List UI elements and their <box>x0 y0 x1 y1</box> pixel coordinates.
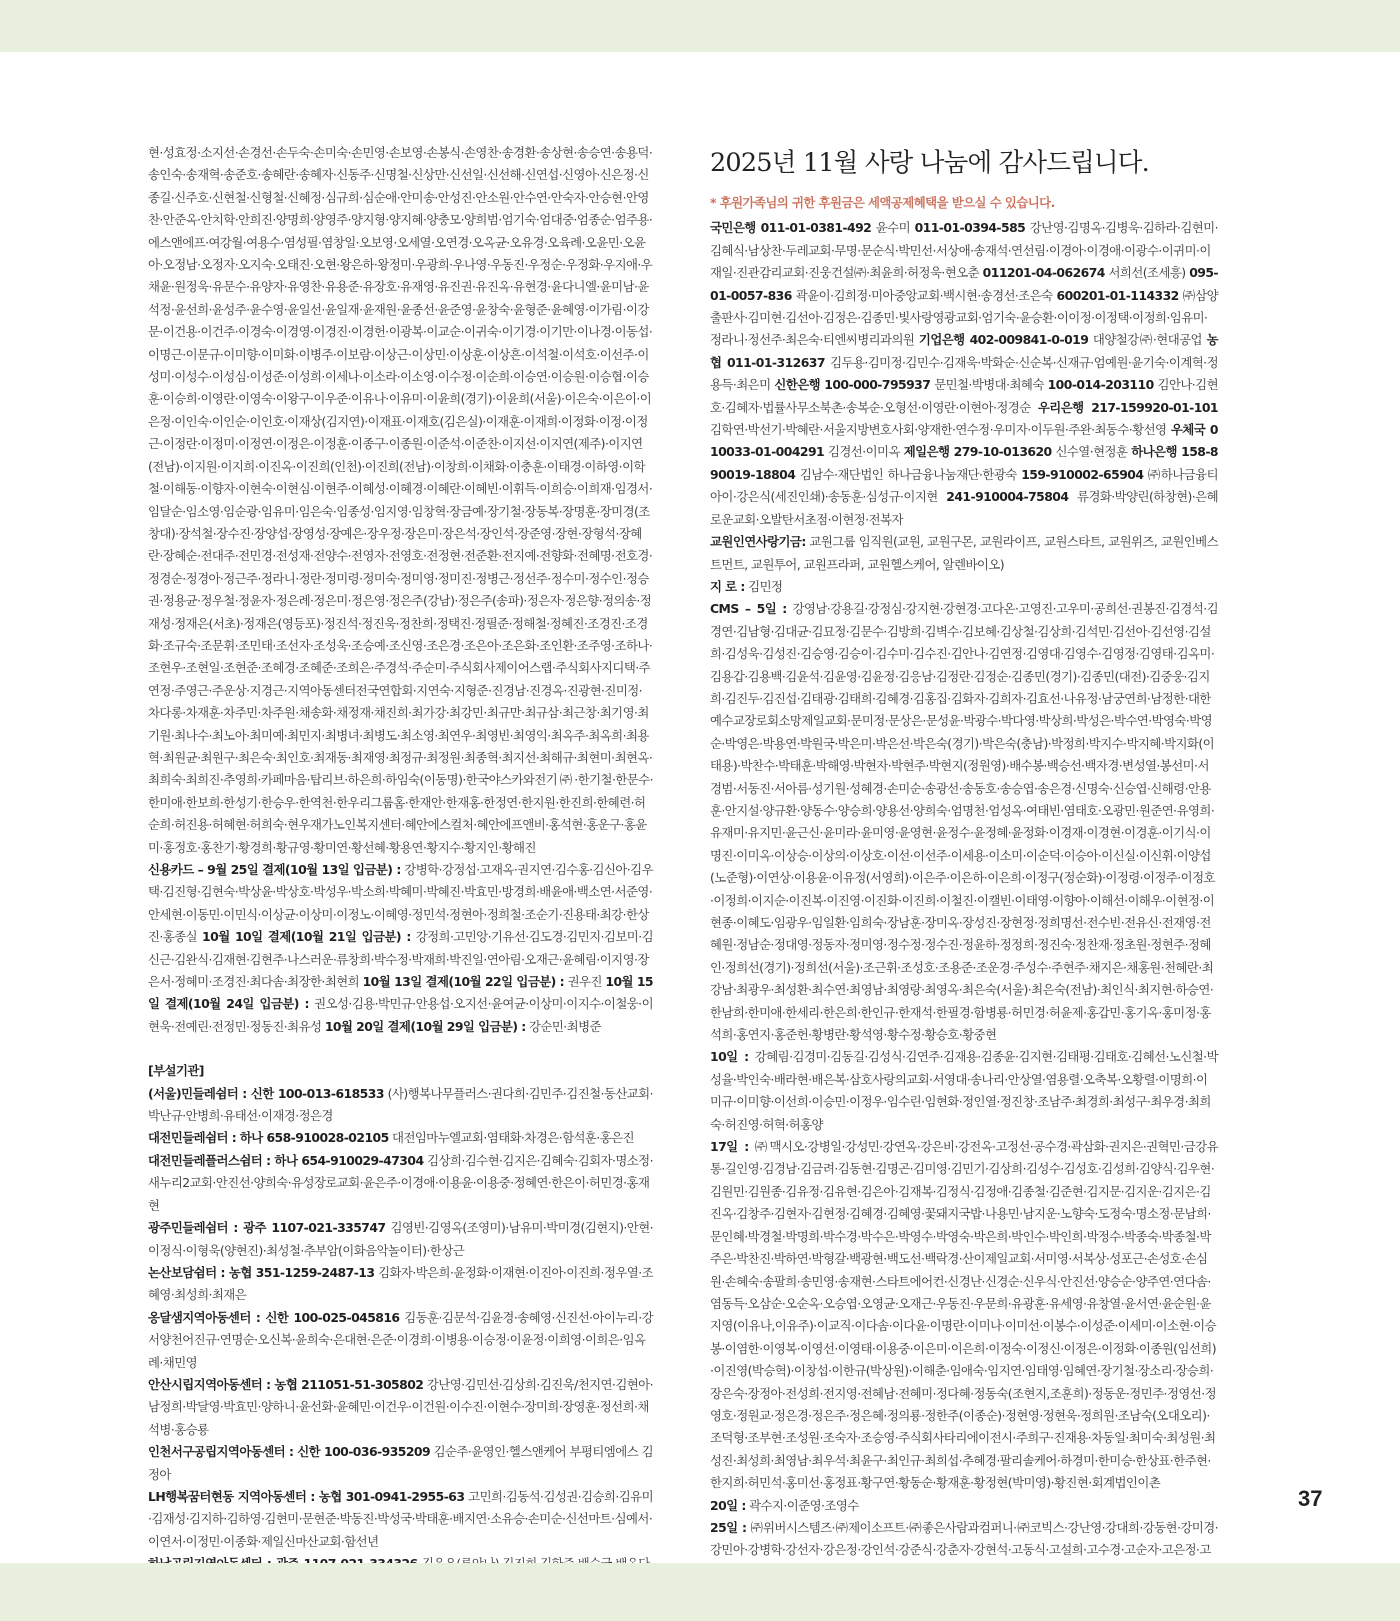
bank-account: 095-01-0057-836 <box>710 265 1218 303</box>
bank-donors: 강난영·김명옥·김병욱·김하라·김현미·김혜식·남상찬·두레교회·무명·문순식·박민선·서상애·송재석·연선림·이경아·이경애·이광수·이귀미·이재일·진관감리교회·진웅건설㈜·최윤희·허정욱·현오춘 <box>710 220 1218 281</box>
institution-entry <box>148 1127 653 1149</box>
card-label-3: 10월 13일 결제(10월 22일 입금분) : <box>362 974 565 990</box>
bank-donors: ㈜하나금융티아이·강은식(세진인쇄)·송동훈·심성규·이지현 <box>710 466 1219 505</box>
d20-label: 20일 : <box>710 1497 746 1513</box>
bank-account: 241-910004-75804 <box>946 489 1069 505</box>
institution-label: (서울)민들레쉼터 : 신한 100-013-618533 <box>148 1085 384 1101</box>
bottom-band <box>0 1563 1400 1621</box>
cms-5-donors: 강영남·강용길·강정심·강지현·강현경·고다온·고영진·고우미·공희선·권봉진·김경석·김경연·김남형·김대균·김묘정·김문수·김방희·김벽수·김보혜·김상철·김상희·김석민·김선아·김선영·김설희·김성욱·김성진·김승영·김승이·김수미·김수진·김안나·김연정·김영대·김영수·김영정·김영태·김옥미·김용갑·김용백·김윤석·김윤영·김윤정·김응남·김정란·김정순·김종민(경기)·김종민(대전)·김중웅·김지희·김진두·김진섭·김태광·김태희·김혜경·김홍집·김화자·김희자·김효선·나유정·남궁연희·남정한·대한예수교장로회소망제일교회·문미정·문상은·문성윤·박광수·박다영·박상희·박성은·박수연·박영숙·박영순·박영은·박용연·박원국·박은미·박은선·박은숙(경기)·박은숙(충남)·박정희·박지수·박지혜·박지화(이태용)·박찬수·박태훈·박해영·박현자·박현주·박현지(정원영)·배수봉·백승선·백자경·변성열·봉선미·서경범·서동진·서아름·성기원·성혜경·손미순·송광선·송동호·송승엽·송은경·신명숙·신승엽·신해령·안용훈·안지설·양규환·양동수·양승희·양용선·양희숙·엄명천·엄성옥·여태빈·염태호·오광민·원준연·유영희·유재미·유지민·윤근신·윤미라·윤미영·윤영현·윤정수·윤정혜·윤정화·이경재·이경현·이경훈·이기식·이명진·이미옥·이상승·이상의·이상호·이선·이선주·이세용·이소미·이순덕·이승아·이신실·이신휘·이양섭(노준형)·이연상·이용윤·이유정(서영희)·이은주·이은하·이은희·이정구(정순화)·이정령·이정주·이정호·이정희·이지순·이진복·이진영·이진화·이진희·이철진·이캘빈·이태영·이향아·이해선·이해우·이현정·이현종·이혜도·임광우·임일환·임희숙·장남훈·장미옥·장성진·장현정·정희명선·전수빈·전유신·전재영·전혜원·정남순·정대영·정동자·정미영·정수정·정수진·정윤하·정정희·정진숙·정찬재·정초원·정현주·정혜인·정희선(경기)·정희선(서울)·조근휘·조성호·조용준·조운경·주성수·주현주·채지은·채홍원·천혜란·최강남·최광우·최성환·최수연·최영남·최영랑·최영옥·최은숙(서울)·최은숙(전남)·최인식·최지현·하승연·한남희·한미애·한세리·한은희·한인규·한재석·한필경·함병룡·허민경·허윤제·홍갑민·홍기옥·홍미정·홍석희·홍연지·홍준헌·황병란·황석영·황수정·황승호·황중현 <box>710 601 1219 1043</box>
bank-account: 011-01-0394-585 <box>914 220 1026 236</box>
d20-donors: 곽수지·이준영·조영수 <box>745 1497 859 1513</box>
cms-label: CMS – 5일 : <box>710 601 787 617</box>
bank-account: 하나은행 158-890019-18804 <box>710 444 1218 482</box>
card-label: 신용카드 – 9월 25일 결제(10월 13일 입금분) : <box>148 862 401 877</box>
bank-account: 기업은행 402-009841-0-019 <box>918 332 1089 348</box>
institution-donors: 대전임마누엘교회·염태화·차경은·함석훈·홍은진 <box>392 1130 634 1146</box>
card-donors-2: 강정희·고민앙·기유선·김도경·김민지·김보미·김신근·김완식·김재현·김현주·나스러운·류창희·박수정·박재희·박진일·연아림·오재근·윤혜림·이지영·장은서·정혜미·조경진·최다솜·최장한·최현희 <box>148 929 654 990</box>
institution-donors: 김화자·박은희·윤정화·이재현·이진아·이진희·정우열·조혜영·최성희·최재은 <box>148 1264 654 1303</box>
card-label-2: 10월 10일 결제(10월 21일 입금분) : <box>202 929 411 945</box>
institution-entry <box>148 1374 653 1441</box>
bank-account: 011201-04-062674 <box>982 265 1105 281</box>
card-label-4: 10월 15일 결제(10월 24일 입금분) : <box>148 974 654 1012</box>
institution-donors: 김상희·김수현·김지은·김혜숙·김회자·명소정·새누리2교회·안진선·양희숙·유성장로교회·윤은주·이경애·이용윤·이용중·정혜연·한은이·허민경·홍재현 <box>148 1152 653 1213</box>
cms-17 <box>710 1136 1218 1495</box>
institution-label: 옹달샘지역아동센터 : 신한 100-025-045816 <box>148 1309 400 1325</box>
institution-entry <box>148 1217 653 1262</box>
bank-donors: 김안나·김현호·김혜자·법률사무소북촌·송복순·오형선·이영란·이현아·정경순 <box>710 377 1219 415</box>
d10-label: 10일 : <box>710 1049 749 1065</box>
page-title: 2025년 11월 사랑 나눔에 감사드립니다. <box>710 148 1149 178</box>
giro <box>710 576 1218 598</box>
tax-notice: * 후원가족님의 귀한 후원금은 세액공제혜택을 받으실 수 있습니다. <box>710 195 1055 210</box>
bank-account: 국민은행 011-01-0381-492 <box>710 220 872 236</box>
bank-donors: 서희선(조세흥) <box>1104 265 1190 281</box>
institution-label: 안산시립지역아동센터 : 농협 211051-51-305802 <box>148 1376 424 1392</box>
d17-label: 17일 : <box>710 1139 749 1155</box>
credit-card-section <box>148 859 653 1038</box>
bank-donors: 김경선·이미옥 <box>824 444 904 460</box>
partner-label: 교원인연사랑기금: <box>710 534 806 550</box>
institution-donors: 김순주·윤영인·헬스앤케어 부평티엠에스 김정아 <box>148 1444 654 1482</box>
d10-donors: 강혜림·김경미·김동길·김성식·김연주·김재용·김종윤·김지현·김태평·김태호·김혜선·노신철·박성율·박인숙·배라현·배은복·삼호사랑의교회·서영대·송나리·안상열·염용렬·오축복·오황렬·이명희·이미규·이미향·이선희·이승민·이정우·임수린·임현화·정인열·정진창·조남주·최경희·최성구·최우경·최희숙·허진영·허혁·허홍양 <box>710 1049 1218 1132</box>
bank-account: 농협 011-01-312637 <box>710 332 1218 370</box>
institution-donors: 김영빈·김영옥(조영미)·남유미·박미경(김현지)·안현·이정식·이형욱(양현진)·최성철·추부암(이화음악놀이터)·한상근 <box>148 1220 653 1258</box>
card-donors-5: 강순민·최병준 <box>529 1018 601 1034</box>
section-heading-label: [부설기관] <box>148 1063 204 1079</box>
left-column <box>148 142 653 1598</box>
bank-donors: 문민철·박병대·최혜숙 <box>930 377 1048 393</box>
bank-donors <box>710 217 1218 531</box>
bank-donors: 곽윤이·김희정·미아중앙교회·백시현·송경선·조은숙 <box>791 287 1057 303</box>
bank-account: 제일은행 279-10-013620 <box>903 444 1052 460</box>
institution-label: LH행복꿈터현동 지역아동센터 : 농협 301-0941-2955-63 <box>148 1488 465 1504</box>
bank-account: 우체국 010033-01-004291 <box>710 422 1219 460</box>
d17-donors: ㈜맥시오·강병일·강성민·강연옥·강은비·강전옥·고정선·공수경·곽삼화·권지은·권혁민·금강유통·길인영·김경남·김금려·김동현·김명곤·김미영·김민기·김상희·김성수·김성호·김성희·김양식·김우현·김원민·김원종·김유정·김유현·김은아·김재복·김정식·김정애·김종철·김준현·김지문·김지운·김지은·김진옥·김창주·김현자·김현정·김혜경·김혜영·꽃돼지국밥·나용민·남지운·노향숙·도정숙·명소정·문남희·문인혜·박경철·박명희·박수경·박수은·박영수·박영숙·박은희·박인수·박인희·박정수·박종숙·박종철·박주은·박찬진·박하연·박형갈·백광현·백도선·백락경·산이제일교회·서미영·서복상·성포근·손성호·손심원·손혜숙·송팔희·송민영·송재현·스타트에어컨·신경난·신경순·신우식·안진선·양승순·양주연·연다솜·염동득·오삼순·오순옥·오승엽·오영균·오재근·우동진·우문희·유광훈·유세영·유창열·윤서연·윤순원·윤지영(이유나,이유주)·이교직·이다솜·이다윤·이명란·이미나·이미선·이봉수·이성준·이세미·이소현·이승봉·이염한·이영복·이영선·이영태·이용중·이은미·이은희·이정숙·이정신·이정은·이정화·이종원(임선희)·이진영(박승혁)·이창섭·이한규(박상원)·이해춘·임애숙·임지연·임태영·임혜연·장기철·장소리·장승희·장은숙·장정아·전성희·전지영·전혜남·전혜미·정다혜·정동숙(조현지,조훈희)·정동운·정민주·정영선·정영호·정원교·정은경·정은주·정은혜·정의룡·정한주(이종순)·정현영·정현욱·정희원·조남숙(오대오리)·조덕형·조부현·조성원·조숙자·조승영·주식회사타리에이전시·주희구·진재용·차동일·최미숙·최성원·최성진·최성희·최영남·최우석·최윤구·최인규·최희섭·추혜경·팔리솔케어·하경미·한미승·한상표·한주현·한지희·허민석·홍미선·홍정표·황구연·황동순·황재훈·황정현(박미영)·황진현·회계법인이촌 <box>710 1139 1218 1491</box>
bank-account: 100-014-203110 <box>1047 377 1154 393</box>
card-donors: 강병학·강정섭·고재옥·권지연·김수홍·김신아·김우택·김진형·김현숙·박상윤·박상호·박성우·박소희·박혜미·박혜진·박효민·방경희·배윤애·백소연·서준영·안세현·이동민·이민식·이상균·이상미·이정노·이혜영·정민석·정현아·정희철·조순기·진용태·최강·한상진·홍종실 <box>148 862 654 945</box>
d25-label: 25일 : <box>710 1519 747 1535</box>
institution-list <box>148 1083 653 1598</box>
bank-donors: 신수열·현정훈 <box>1051 444 1132 460</box>
partner-fund <box>710 531 1218 576</box>
institution-entry <box>148 1307 653 1374</box>
d25-donors: ㈜위버시스템즈·㈜제이소프트·㈜좋은사람과컴퍼니·㈜코빅스·강난영·강대희·강동현·강미경·강민아·강병학·강선자·강은정·강인석·강준식·강춘자·강현석·고동식·고설희·고수경·고순자·고은정·고 <box>710 1519 1218 1558</box>
institution-label: 대전민들레쉼터 : 하나 658-910028-02105 <box>148 1130 389 1146</box>
section-heading <box>148 1060 653 1082</box>
bank-donors: 류경화·박양린(하창현)·은혜로운교회·오발탄서초점·이현정·전복자 <box>710 489 1218 527</box>
institution-entry <box>148 1486 653 1553</box>
institution-entry <box>148 1150 653 1217</box>
bank-account: 우리은행 217-159920-01-101 <box>1037 399 1218 415</box>
page-number: 37 <box>1298 1486 1323 1511</box>
partner-text: 교원그룹 임직원(교원, 교원구몬, 교원라이프, 교원스타트, 교원위즈, 교원인베스트먼트, 교원투어, 교원프라퍼, 교원헬스케어, 알렌바이오) <box>710 534 1218 572</box>
cms-10 <box>710 1046 1218 1136</box>
institution-entry <box>148 1083 653 1128</box>
bank-donors: ㈜삼양출판사·김미현·김선아·김정은·김종민·빛사랑영광교회·엄기숙·윤승환·이이정·이정택·이정희·임유미·정라니·정선주·최은숙·티엔씨병리과의원 <box>710 287 1218 348</box>
bank-account: 159-910002-65904 <box>1021 466 1144 482</box>
bank-donors: 김두용·김미정·김민수·김재욱·박화순·신순복·신재규·엄예원·윤기숙·이계혁·정용득·최은미 <box>710 354 1218 393</box>
card-donors-4: 권오성·김용·박민규·안용섭·오지선·윤여균·이상미·이지수·이철웅·이현욱·전예린·전정민·정동진·최유성 <box>148 996 653 1034</box>
institution-label: 논산보담쉼터 : 농협 351-1259-2487-13 <box>148 1264 375 1280</box>
giro-text: 김민정 <box>744 578 783 594</box>
institution-entry <box>148 1262 653 1307</box>
institution-donors: 고민희·김동석·김성권·김승희·김유미·김재성·김지하·김하영·김현미·문현준·박동진·박성국·박태훈·배지연·소유승·손미순·신선마트·심예서·이연서·이정민·이종화·제일신마산교회·함선년 <box>148 1488 654 1549</box>
institution-donors: 김동훈·김문석·김윤경·송혜영·신진선·아이누리·강서양천어진규·연명순·오신복·윤희숙·은대현·은준·이경희·이병용·이승정·이윤정·이희영·이희은·임옥례·채민영 <box>148 1309 653 1370</box>
cms-5 <box>710 598 1218 1046</box>
top-band <box>0 0 1400 52</box>
giro-label: 지 로 : <box>710 578 745 594</box>
institution-donors: (사)행복나무플러스·권다희·김민주·김진철·동산교회·박난규·안병희·유태선·이재경·정은경 <box>148 1085 653 1124</box>
bank-account: 600201-01-114332 <box>1056 287 1179 303</box>
institution-label: 광주민들레쉼터 : 광주 1107-021-335747 <box>148 1220 386 1236</box>
institution-label: 인천서구공립지역아동센터 : 신한 100-036-935209 <box>148 1444 431 1460</box>
institution-label: 대전민들레플러스쉼터 : 하나 654-910029-47304 <box>148 1152 424 1168</box>
right-column <box>710 142 1218 1584</box>
institution-entry <box>148 1441 653 1486</box>
donor-list-continued: 현·성효정·소지선·손경선·손두숙·손미숙·손민영·손보영·손봉식·손영찬·송경환·송상현·송승연·송용덕·송인숙·송재혁·송준호·송혜란·송혜자·신동주·신명철·신상만·신선일·신선해·신연섭·신영아·신은정·신종길·신주호·신현철·신형철·신혜정·심규희·심순애·안미송·안성진·안소원·안수연·안숙자·안승현·안영찬·안준옥·안치학·안희진·양명희·양영주·양지형·양지혜·양충모·양희범·엄기숙·엄대중·엄종순·엄주용·에스앤에프·여강월·여용수·염성필·염창일·오보영·오세열·오연경·오옥균·오유경·오육례·오윤민·오윤아·오정남·오정자·오지숙·오태진·오현·왕은하·왕정미·우광희·우나영·우동진·우정순·우정화·우지애·우채윤·원정욱·유문수·유양자·유영찬·유용준·유장호·유재영·유진권·유진옥·유현경·윤다니엘·윤미남·윤석정·윤선희·윤성주·윤수영·윤일선·윤일재·윤재원·윤종선·윤준영·윤창숙·윤형준·윤혜영·이가림·이강문·이건용·이건주·이경숙·이경영·이경진·이경헌·이광복·이교순·이귀숙·이기경·이기만·이나경·이동섭·이명근·이문규·이미향·이미화·이병주·이보람·이상근·이상민·이상훈·이상흔·이석철·이석호·이선주·이성미·이성수·이성심·이성준·이성희·이세나·이소라·이소영·이수정·이순희·이승연·이승원·이승협·이승훈·이승희·이영란·이영숙·이왕구·이우준·이유나·이유미·이윤희(경기)·이윤희(서울)·이은숙·이은이·이은정·이인숙·이인순·이인호·이재상(김지연)·이재표·이재호(김은실)·이재훈·이재희·이정화·이정·이정근·이정란·이정미·이정연·이정은·이정훈·이종구·이종원·이준석·이준찬·이지선·이지연(제주)·이지연(전남)·이지원·이지희·이진옥·이진희(인천)·이진희(전남)·이창희·이채화·이충훈·이태경·이하영·이학철·이해동·이향자·이현숙·이현심·이현주·이혜성·이혜경·이혜란·이혜빈·이휘득·이희승·이희재·임경서·임달순·임소영·임순광·임유미·임은숙·임종성·임지영·임창혁·장금예·장기철·장동복·장명훈·장미경(조창대)·장석철·장수진·장양섭·장영성·장예은·장우정·장은미·장은석·장인석·장준영·장현·장형석·장혜란·장혜순·전대주·전민경·전성재·전양수·전영자·전영호·전정현·전준환·전지예·전향화·전혜명·전호경·정경순·정경아·정근주·정라니·정란·정미령·정미숙·정미영·정미진·정병근·정선주·정수미·정수인·정승권·정용균·정우철·정윤자·정은례·정은미·정은영·정은주(강남)·정은주(송파)·정은자·정은향·정의송·정재성·정재은(서초)·정재은(영등포)·정진석·정진욱·정찬희·정택진·정필준·정해철·정혜진·조경진·조경화·조규숙·조문휘·조민태·조선자·조성욱·조승예·조신영·조은경·조은아·조은화·조인환·조주영·조하나·조현우·조현일·조현준·조혜경·조혜준·조희은·주경석·주순미·주식회사제이어스랩·주식회사지디택·주연정·주영근·주운상·지경근·지역아동센터전국연합회·지연숙·지형준·진경남·진경옥·진광현·진미정·차다롱·차재훈·차주민·차주원·채송화·채정재·채진희·최가강·최강민·최규만·최규삼·최근창·최기영·최기원·최나수·최노아·최미예·최민지·최병녀·최병도·최소영·최연우·최영빈·최영익·최옥주·최옥희·최용혁·최원균·최원구·최은숙·최인호·최재동·최재영·최정규·최정원·최종혁·최지선·최해규·최현미·최현옥·최희숙·최희진·추영희·카페마음·탑리브·하은희·하임숙(이동명)·한국야스카와전기㈜·한기철·한문수·한미애·한보희·한성기·한승우·한역천·한우리그룹홈·한재안·한재홍·한정연·한지원·한진희·한혜련·허순희·허진용·허혜현·허희숙·현우재가노인복지센터·혜안에스컬처·혜안에프앤비·홍석현·홍운구·홍윤미·홍정호·홍찬기·황경희·황규영·황미연·황선혜·황용연·황지수·황지인·황해진 <box>148 145 653 855</box>
card-donors-3: 권우진 <box>567 974 602 990</box>
bank-account: 신한은행 100-000-795937 <box>774 377 931 393</box>
institution-donors: 강난영·김민선·김상희·김진욱/천지연·김현아·남정희·박달영·박효민·양하니·윤선화·윤혜민·이건우·이건원·이수진·이현수·장미희·장영훈·정선희·채석병·홍승룡 <box>148 1376 653 1437</box>
cms-20 <box>710 1495 1218 1517</box>
bank-donors: 김학연·박선기·박혜란·서울지방변호사회·양재한·연수정·우미자·이두원·주완·최동수·황선영 <box>710 422 1171 438</box>
bank-donors: 김남수·재단법인 하나금융나눔재단·한광숙 <box>795 466 1022 482</box>
bank-donors: 윤수미 <box>871 220 915 236</box>
card-label-5: 10월 20일 결제(10월 29일 입금분) : <box>324 1018 526 1034</box>
bank-donors: 대양철강㈜·현대공업 <box>1088 332 1207 348</box>
